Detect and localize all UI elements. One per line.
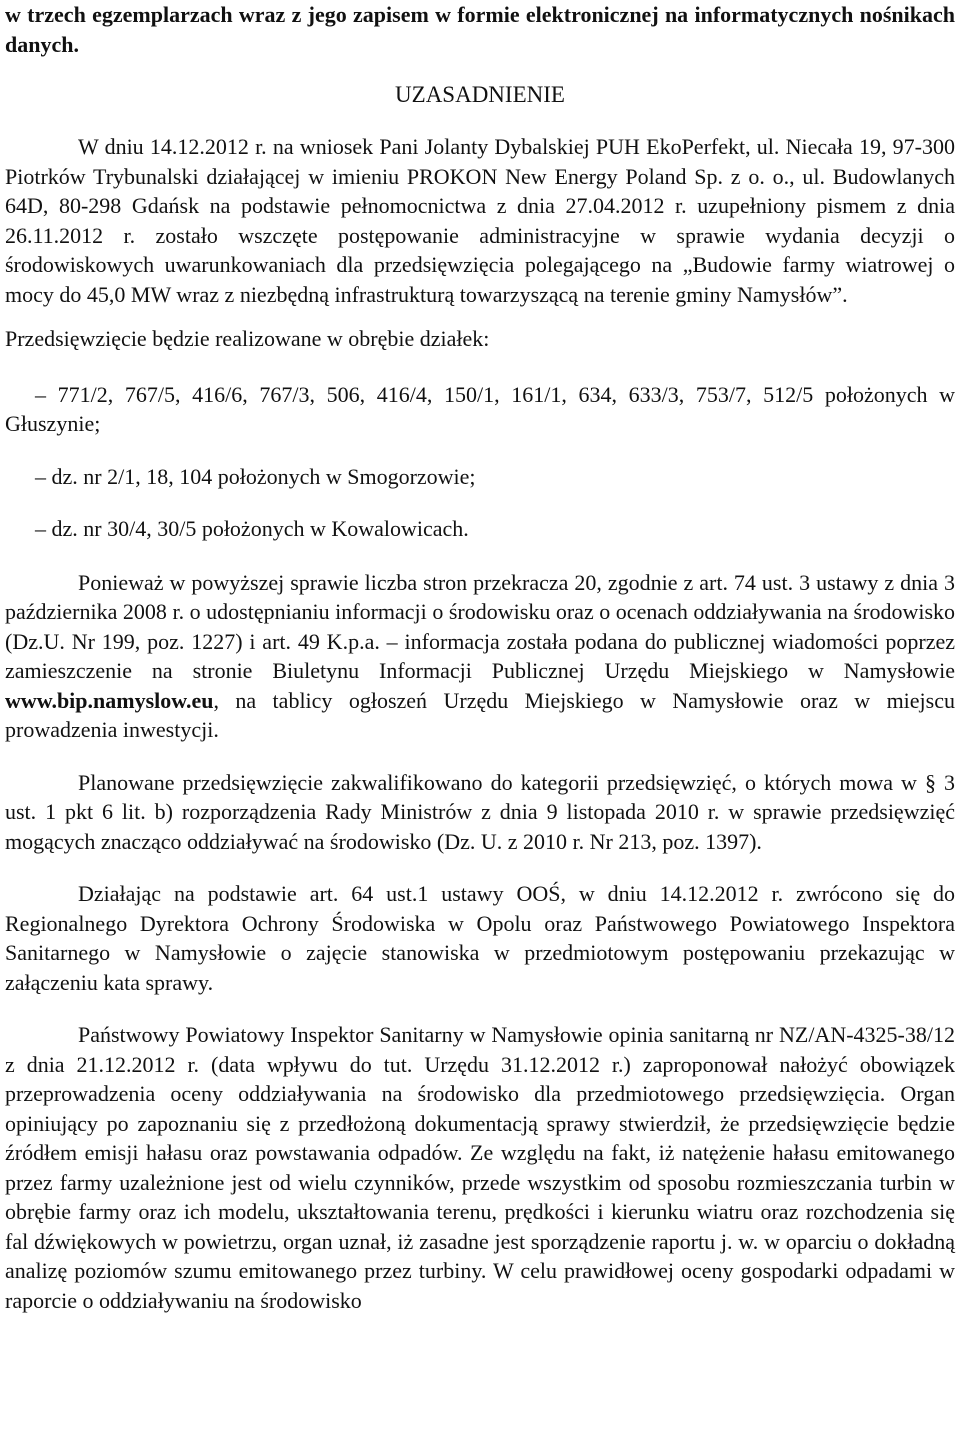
document-page: [5, 0, 955, 1315]
dash-bullet: –: [35, 381, 46, 407]
list-item-smogorzow: [5, 462, 955, 492]
dash-bullet: –: [35, 516, 46, 541]
publication-text: Ponieważ w powyższej sprawie liczba stron przekracza 20, zgodnie z art. 74 ust. 3 ustawy z dnia 3 października 2008 r. o udostępnianiu informacji o środowisku oraz o ocenach oddziaływania na środowisko (Dz.U. Nr 199, poz. 1227) i art. 49 K.p.a. – informacja została podana do publicznej wiadomości poprzez zamieszczenie na stronie Biuletynu Informacji Publicznej Urzędu Miejskiego w Namysłowie: [5, 569, 955, 683]
list-item-text: dz. nr 2/1, 18, 104 położonych w Smogorzowie;: [46, 463, 476, 489]
paragraph-initiation: W dniu 14.12.2012 r. na wniosek Pani Jolanty Dybalskiej PUH EkoPerfekt, ul. Niecała 19, 97-300 Piotrków Trybunalski działającej w imieniu PROKON New Energy Poland Sp. z o. o., ul. Budowlanych 64D, 80-298 Gdańsk na podstawie pełnomocnictwa z dnia 27.04.2012 r. uzupełniony pismem z dnia 26.11.2012 r. zostało wszczęte postępowanie administracyjne w sprawie wydania decyzji o środowiskowych uwarunkowaniach dla przedsięwzięcia polegającego na „Budowie farmy wiatrowej o mocy do 45,0 MW wraz z niezbędną infrastrukturą towarzyszącą na terenie gminy Namysłów”.: [5, 134, 955, 307]
paragraph-publication: [5, 568, 955, 745]
section-heading: UZASADNIENIE: [395, 82, 565, 107]
paragraph-consultation: Działając na podstawie art. 64 ust.1 ustawy OOŚ, w dniu 14.12.2012 r. zwrócono się do Regionalnego Dyrektora Ochrony Środowiska w Opolu oraz Państwowego Powiatowego Inspektora Sanitarnego w Namysłowie o zajęcie stanowiska w przedmiotowym postępowaniu przekazując w załączeniu kata sprawy.: [5, 881, 955, 995]
paragraph-plots-intro: Przedsięwzięcie będzie realizowane w obrębie działek:: [5, 326, 490, 351]
intro-text: w trzech egzemplarzach wraz z jego zapisem w formie elektronicznej na informatycznych nośnikach danych.: [5, 2, 955, 57]
publication-text-end: , na tablicy ogłoszeń Urzędu Miejskiego w Namysłowie oraz w miejscu prowadzenia inwestycji.: [5, 687, 955, 742]
paragraph-classification: Planowane przedsięwzięcie zakwalifikowano do kategorii przedsięwzięć, o których mowa w § 3 ust. 1 pkt 6 lit. b) rozporządzenia Rady Ministrów z dnia 9 listopada 2010 r. w sprawie przedsięwzięć mogących znacząco oddziaływać na środowisko (Dz. U. z 2010 r. Nr 213, poz. 1397).: [5, 769, 955, 854]
list-item-kowalowice: [5, 514, 955, 544]
list-item-gluszyna: [5, 380, 955, 439]
dash-bullet: –: [35, 463, 46, 489]
list-item-text: 771/2, 767/5, 416/6, 767/3, 506, 416/4, 150/1, 161/1, 634, 633/3, 753/7, 512/5 położonych w Głuszynie;: [5, 381, 955, 436]
list-item-text: dz. nr 30/4, 30/5 położonych w Kowalowicach.: [46, 516, 469, 541]
paragraph-sanitary-opinion: Państwowy Powiatowy Inspektor Sanitarny w Namysłowie opinia sanitarną nr NZ/AN-4325-38/12 z dnia 21.12.2012 r. (data wpływu do tut. Urzędu 31.12.2012 r.) zaproponował nałożyć obowiązek przeprowadzenia oceny oddziaływania na środowisko dla przedmiotowego przedsięwzięcia. Organ opiniujący po zapoznaniu się z przedłożoną dokumentacją sprawy stwierdził, że przedsięwzięcie będzie źródłem emisji hałasu oraz powstawania odpadów. Ze względu na fakt, iż natężenie hałasu emitowanego przez farmy uzależnione jest od wielu czynników, przede wszystkim od sposobu rozmieszczania turbin w obrębie farmy oraz ich modelu, ukształtowania terenu, prędkości i kierunku wiatru oraz rozchodzenia się fal dźwiękowych w powietrzu, organ uznał, iż zasadne jest sporządzenie raportu j. w. w oparciu o dokładną analizę poziomów szumu emitowanego przez turbiny. W celu prawidłowej oceny gospodarki odpadami w raporcie o oddziaływaniu na środowisko: [5, 1022, 955, 1313]
bip-url-link[interactable]: www.bip.namyslow.eu: [5, 687, 214, 713]
